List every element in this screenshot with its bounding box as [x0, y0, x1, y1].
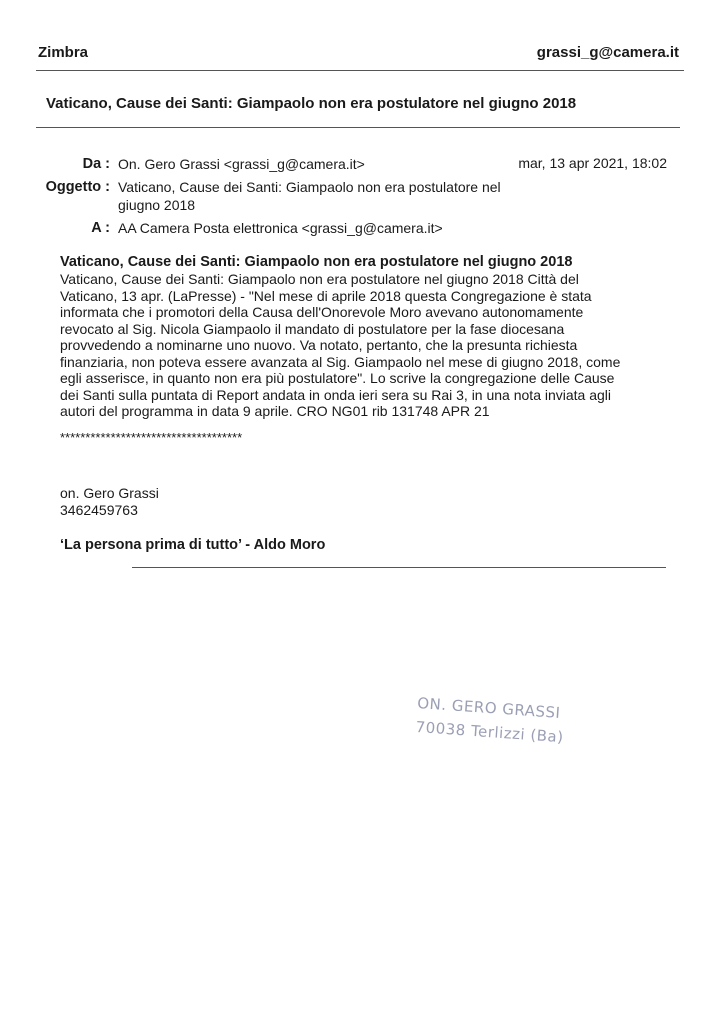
body-text: Vaticano, Cause dei Santi: Giampaolo non era postulatore nel giugno 2018 Città del Vaticano, 13 apr. (LaPresse) - "Nel mese di aprile 2018 questa Congregazione è stata informata che i promotori della Causa dell'Onorevole Moro avevano autonomamente revocato al Sig. Nicola Giampaolo il mandato di postulatore per la fase diocesana provvedendo a nominarne uno nuovo. Va notato, pertanto, che la presunta richiesta finanziaria, non poteva essere avanzata al Sig. Giampaolo nel mese di giugno 2018, come egli asserisce, in quanto non era più postulatore". Lo scrive la congregazione delle Cause dei Santi sulla puntata di Report andata in onda ieri sera su Rai 3, in una nota inviata agli autori del programma in data 9 aprile. CRO NG01 rib 131748 APR 21	[60, 271, 621, 419]
signature-name: on. Gero Grassi	[60, 485, 159, 501]
title-divider	[36, 127, 680, 128]
from-value: On. Gero Grassi <grassi_g@camera.it>	[118, 156, 365, 172]
stamp-address: 70038 Terlizzi (Ba)	[415, 717, 565, 747]
to-label: A :	[91, 220, 110, 236]
header-divider	[36, 70, 684, 71]
app-name: Zimbra	[38, 44, 89, 61]
signature-quote: ‘La persona prima di tutto’ - Aldo Moro	[60, 537, 326, 553]
ink-stamp	[415, 694, 617, 750]
body-separator: ************************************	[60, 430, 243, 445]
subject-label: Oggetto :	[45, 179, 110, 195]
message-date: mar, 13 apr 2021, 18:02	[518, 155, 667, 171]
page-title: Vaticano, Cause dei Santi: Giampaolo non era postulatore nel giugno 2018	[46, 95, 577, 112]
subject-value: Vaticano, Cause dei Santi: Giampaolo non era postulatore nel giugno 2018	[118, 179, 501, 213]
body-title: Vaticano, Cause dei Santi: Giampaolo non era postulatore nel giugno 2018	[60, 254, 573, 270]
signature-phone: 3462459763	[60, 502, 138, 518]
account-email: grassi_g@camera.it	[536, 44, 679, 61]
footer-divider	[132, 567, 666, 568]
to-value: AA Camera Posta elettronica <grassi_g@camera.it>	[118, 220, 443, 236]
stamp-name: ON. GERO GRASSI	[416, 694, 561, 722]
from-label: Da :	[82, 156, 110, 172]
